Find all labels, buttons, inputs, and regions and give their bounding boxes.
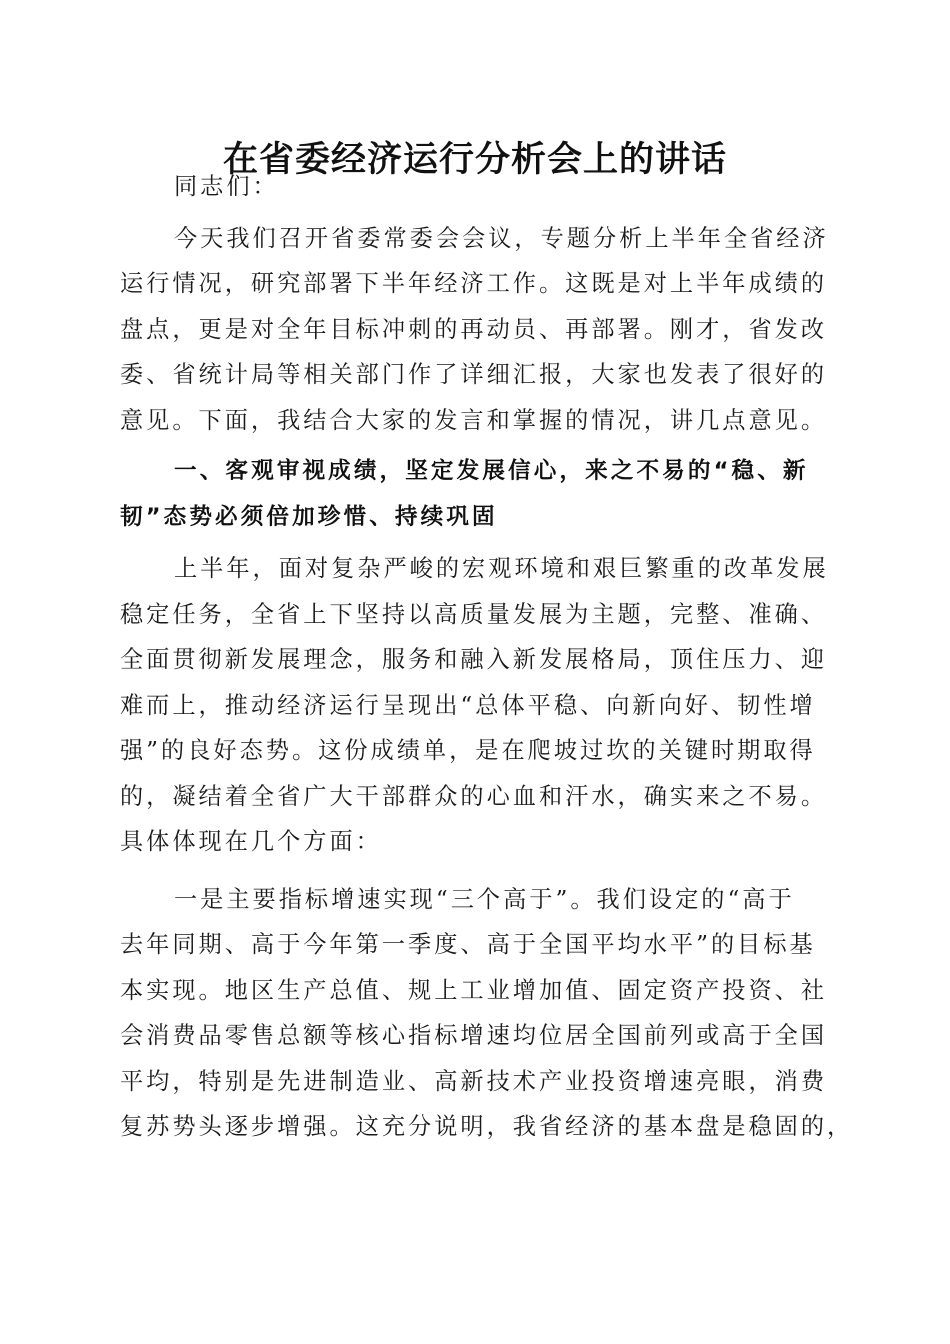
text-line: 复苏势头逐步增强。这充分说明，我省经济的基本盘是稳固的， [120, 1113, 854, 1140]
text-line: 具体体现在几个方面： [120, 828, 382, 855]
document-title: 在省委经济运行分析会上的讲话 [222, 139, 727, 180]
text-line: 一是主要指标增速实现“三个高于”。我们设定的“高于 [174, 885, 795, 913]
text-line: 上半年，面对复杂严峻的宏观环境和艰巨繁重的改革发展 [174, 555, 829, 582]
text-line: 全面贯彻新发展理念，服务和融入新发展格局，顶住压力、迎 [120, 646, 828, 673]
text-line: 盘点，更是对全年目标冲刺的再动员、再部署。刚才，省发改 [120, 315, 828, 343]
text-line: 的，凝结着全省广大干部群众的心血和汗水，确实来之不易。 [120, 782, 828, 810]
text-line: 去年同期、高于今年第一季度、高于全国平均水平”的目标基 [120, 931, 816, 958]
text-line: 本实现。地区生产总值、规上工业增加值、固定资产投资、社 [120, 976, 828, 1004]
text-line: 难而上，推动经济运行呈现出“总体平稳、向新向好、韧性增 [120, 691, 816, 719]
heading-line: 一、客观审视成绩，坚定发展信心，来之不易的“稳、新 [174, 458, 809, 484]
text-line: 意见。下面，我结合大家的发言和掌握的情况，讲几点意见。 [120, 406, 828, 434]
text-line: 委、省统计局等相关部门作了详细汇报，大家也发表了很好的 [120, 361, 828, 388]
text-line: 平均，特别是先进制造业、高新技术产业投资增速亮眼，消费 [120, 1067, 828, 1095]
section1-paragraph-1 [120, 546, 830, 865]
document-body [120, 164, 854, 1150]
text-line: 会消费品零售总额等核心指标增速均位居全国前列或高于全国 [120, 1022, 828, 1049]
text-line: 强”的良好态势。这份成绩单，是在爬坡过坎的关键时期取得 [120, 737, 816, 764]
salutation: 同志们： [174, 173, 279, 200]
heading-line: 韧”态势必须倍加珍惜、持续巩固 [120, 503, 498, 530]
text-line: 稳定任务，全省上下坚持以高质量发展为主题，完整、准确、 [120, 600, 828, 628]
text-line: 今天我们召开省委常委会会议，专题分析上半年全省经济 [174, 224, 829, 252]
section-heading [120, 449, 830, 540]
paragraph-gap [120, 865, 830, 877]
section1-paragraph-2 [120, 877, 854, 1150]
text-line: 运行情况，研究部署下半年经济工作。这既是对上半年成绩的 [120, 270, 828, 297]
intro-paragraph [120, 216, 830, 444]
